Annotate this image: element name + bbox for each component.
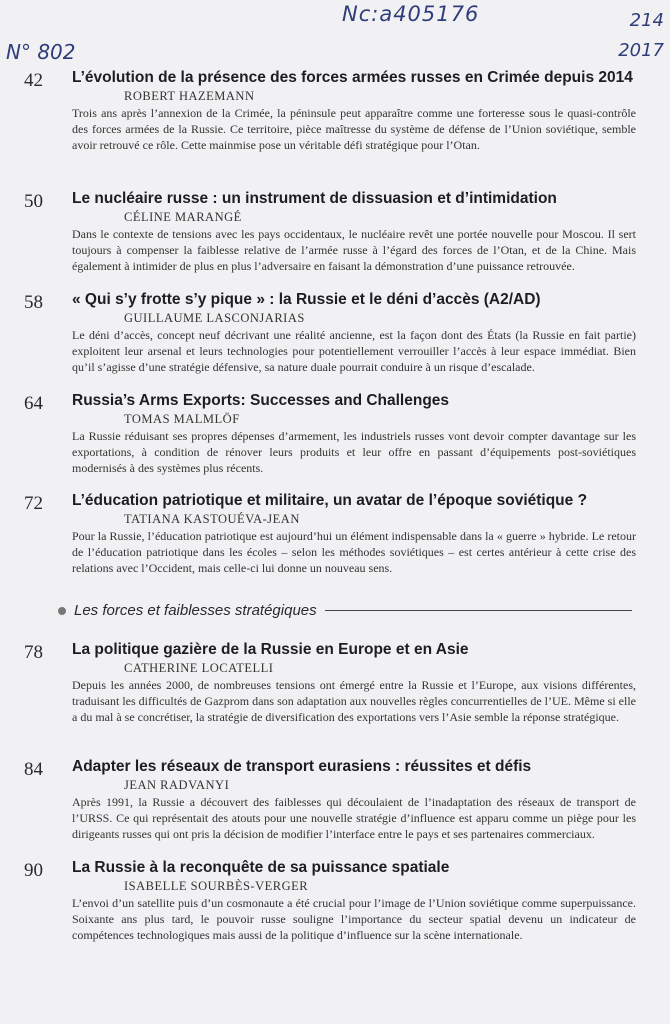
page-number: 50	[24, 191, 43, 212]
article-author: ROBERT HAZEMANN	[124, 89, 255, 103]
page-number: 58	[24, 292, 43, 313]
toc-entry	[24, 391, 636, 476]
article-summary: Trois ans après l’annexion de la Crimée, la péninsule peut apparaître comme une forteresse sous le quasi-contrôle des forces armées de la Russie. Ce territoire, pièce maîtresse du système de défense de l’Union soviétique, semble avoir retrouvé ce rôle. Cette mainmise pose un véritable défi stratégique pour l’Otan.	[72, 106, 636, 152]
bullet-icon	[58, 607, 66, 615]
toc-entry	[24, 491, 636, 576]
handwritten-reference: Nc:a405176	[342, 2, 480, 26]
article-title: Russia’s Arms Exports: Successes and Challenges	[72, 392, 450, 409]
article-summary: Pour la Russie, l’éducation patriotique est aujourd’hui un élément indispensable dans la « guerre » hybride. Le retour de l’éducation patriotique dans les écoles – selon les méthodes soviétiques – est certes antérieur à cette crise des relations avec l’Occident, mais celle-ci lui donne un nouveau sens.	[72, 529, 636, 575]
article-summary: Après 1991, la Russie a découvert des faiblesses qui découlaient de l’inadaptation des réseaux de transport de l’URSS. Ce qui représentait des atouts pour une nouvelle stratégie d’influence est apparu comme un piège pour les dirigeants russes qui ont pris la décision de modifier l’interface entre le pays et ses partenaires commerciaux.	[72, 795, 636, 841]
article-title: Adapter les réseaux de transport eurasiens : réussites et défis	[72, 758, 532, 775]
article-author: ISABELLE SOURBÈS-VERGER	[124, 879, 309, 893]
handwritten-year: 2017	[618, 40, 664, 61]
toc-entry	[24, 858, 636, 943]
article-author: TOMAS MALMLÖF	[124, 412, 240, 426]
page-number: 42	[24, 70, 43, 91]
toc-entry	[24, 757, 636, 842]
page-number: 90	[24, 860, 43, 881]
page-number: 78	[24, 642, 43, 663]
handwritten-issue: 214	[629, 10, 664, 31]
article-title: Le nucléaire russe : un instrument de dissuasion et d’intimidation	[72, 190, 557, 207]
article-summary: La Russie réduisant ses propres dépenses d’armement, les industriels russes vont devoir compter davantage sur les exportations, à condition de rénover leurs produits et leur offre en passant d’équipements post-soviétiques modernisés à des systèmes plus récents.	[72, 429, 636, 475]
article-author: JEAN RADVANYI	[124, 778, 230, 792]
article-author: CATHERINE LOCATELLI	[124, 661, 274, 675]
page-number: 84	[24, 759, 43, 780]
article-author: CÉLINE MARANGÉ	[124, 210, 242, 224]
toc-entry	[24, 189, 636, 274]
section-title: Les forces et faiblesses stratégiques	[74, 602, 317, 619]
article-title: « Qui s’y frotte s’y pique » : la Russie et le déni d’accès (A2/AD)	[72, 291, 541, 308]
article-summary: Dans le contexte de tensions avec les pays occidentaux, le nucléaire revêt une portée nouvelle pour Moscou. Il sert toujours à compenser la faiblesse relative de l’armée russe à l’égard des forces de l’Otan, et de la Chine. Mais également à intimider de plus en plus l’adversaire en faisant la démonstration d’une puissance retrouvée.	[72, 227, 636, 273]
article-title: L’évolution de la présence des forces armées russes en Crimée depuis 2014	[72, 69, 633, 86]
article-title: L’éducation patriotique et militaire, un avatar de l’époque soviétique ?	[72, 492, 588, 509]
article-summary: Le déni d’accès, concept neuf décrivant une réalité ancienne, est la façon dont des États (la Russie en fait partie) exploitent leur arsenal et leurs technologies pour potentiellement verrouiller l’accès à leur espace immédiat. Bien qu’il s’agisse d’une stratégie défensive, sa nature duale pourrait conduire à un risque d’escalade.	[72, 328, 636, 374]
toc-entry	[24, 290, 636, 375]
page-number: 64	[24, 393, 43, 414]
article-author: TATIANA KASTOUÉVA-JEAN	[124, 512, 300, 526]
section-rule	[325, 610, 632, 611]
article-author: GUILLAUME LASCONJARIAS	[124, 311, 305, 325]
toc-entry	[24, 640, 636, 725]
article-title: La Russie à la reconquête de sa puissance spatiale	[72, 859, 450, 876]
section-heading	[58, 602, 632, 619]
article-summary: Depuis les années 2000, de nombreuses tensions ont émergé entre la Russie et l’Europe, aux visions différentes, traduisant les difficultés de Gazprom dans son adaptation aux nouvelles règles concurrentielles de l’UE. Même si elle a du mal à se concrétiser, la stratégie de diversification des exportations vers l’Asie semble la réponse stratégique.	[72, 678, 636, 724]
article-title: La politique gazière de la Russie en Europe et en Asie	[72, 641, 469, 658]
page-number: 72	[24, 493, 43, 514]
toc-entry	[24, 68, 636, 153]
article-summary: L’envoi d’un satellite puis d’un cosmonaute a été crucial pour l’image de l’Union soviétique comme superpuissance. Soixante ans plus tard, le pouvoir russe souligne l’importance du secteur spatial devenu un indicateur de compétences technologiques mais aussi de la politique d’influence sur la scène internationale.	[72, 896, 636, 942]
handwritten-date	[618, 6, 664, 66]
handwritten-number: N° 802	[6, 40, 76, 64]
